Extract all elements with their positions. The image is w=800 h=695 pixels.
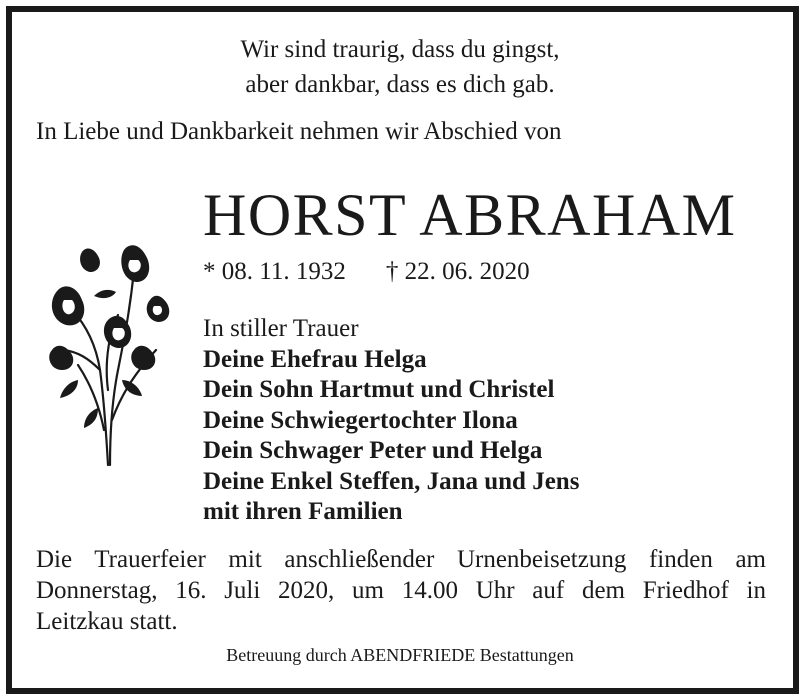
poem-line-1: Wir sind traurig, dass du gingst, — [240, 36, 560, 63]
intro-text: In Liebe und Dankbarkeit nehmen wir Abschied von — [36, 118, 562, 145]
poem — [0, 32, 800, 102]
mourner-line: Dein Sohn Hartmut und Christel — [203, 376, 555, 403]
life-dates — [203, 258, 530, 286]
birth-date: * 08. 11. 1932 — [203, 258, 346, 285]
death-date: † 22. 06. 2020 — [385, 258, 530, 285]
service-notice — [36, 544, 766, 637]
mourner-line: Deine Enkel Steffen, Jana und Jens — [203, 467, 580, 495]
service-line-2: Donnerstag, 16. Juli 2020, um 14.00 Uhr auf dem Friedhof in — [36, 577, 766, 604]
undertaker-credit: Betreuung durch ABENDFRIEDE Bestattungen — [226, 645, 574, 665]
rose-bouquet-icon — [38, 230, 178, 470]
poem-line-2: aber dankbar, dass es dich gab. — [245, 71, 555, 98]
service-line-1: Die Trauerfeier mit anschließender Urnenbeisetzung finden am — [36, 546, 766, 573]
mourner-line: mit ihren Familien — [203, 498, 403, 525]
service-line-3: Leitzkau statt. — [36, 608, 178, 635]
mourner-line: Dein Schwager Peter und Helga — [203, 437, 543, 464]
mourner-line: Deine Schwiegertochter Ilona — [203, 406, 518, 434]
mourners-block — [203, 314, 579, 528]
deceased-name: HORST ABRAHAM — [203, 182, 737, 248]
mourner-line: Deine Ehefrau Helga — [203, 345, 427, 373]
mourning-heading: In stiller Trauer — [203, 315, 359, 342]
